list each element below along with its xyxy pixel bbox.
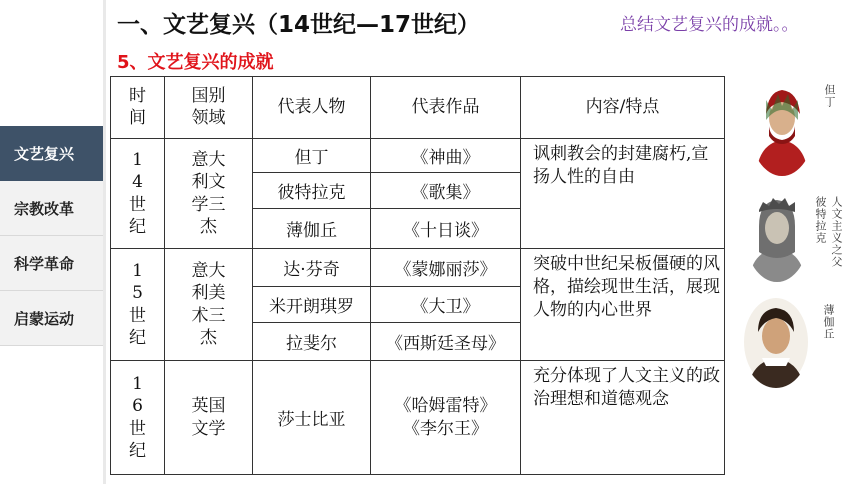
area-cell: 意大利文学三杰: [165, 139, 253, 249]
petrarch-label: 彼特拉克: [814, 196, 827, 244]
work-text: 《哈姆雷特》《李尔王》: [394, 395, 497, 439]
nav-item-renaissance[interactable]: [0, 126, 103, 181]
person-cell: 米开朗琪罗: [253, 287, 371, 323]
humanism-father-label: 人文主义之父: [830, 196, 843, 268]
desc-cell: 讽刺教会的封建腐朽,宣扬人性的自由: [521, 139, 725, 249]
person-cell: 莎士比亚: [253, 361, 371, 475]
nav-item-scientific-revolution[interactable]: [0, 236, 103, 291]
desc-cell: 充分体现了人文主义的政治理想和道德观念: [521, 361, 725, 475]
work-cell: 《十日谈》: [371, 209, 521, 249]
work-cell: 《大卫》: [371, 287, 521, 323]
section-subtitle: 5、文艺复兴的成就: [117, 52, 274, 73]
area-cell: 英国文学: [165, 361, 253, 475]
era-cell: 16世纪: [111, 361, 165, 475]
desc-cell: 突破中世纪呆板僵硬的风格，描绘现世生活，展现人物的内心世界: [521, 249, 725, 361]
person-cell: 彼特拉克: [253, 173, 371, 209]
header-desc: 内容/特点: [521, 77, 725, 139]
work-cell: 《西斯廷圣母》: [371, 323, 521, 361]
page-title: 一、文艺复兴（14世纪—17世纪）: [117, 12, 481, 38]
person-cell: 薄伽丘: [253, 209, 371, 249]
boccaccio-label: 薄伽丘: [822, 304, 835, 340]
table-header-row: [111, 77, 725, 139]
task-hint: 总结文艺复兴的成就。。: [620, 15, 799, 35]
table-row: [111, 139, 725, 173]
era-cell: 15世纪: [111, 249, 165, 361]
nav-item-label: 科学革命: [14, 254, 75, 273]
achievements-table: [110, 76, 725, 475]
table-row: [111, 361, 725, 475]
nav-item-label: 文艺复兴: [14, 144, 75, 163]
nav-item-reformation[interactable]: [0, 181, 103, 236]
table-row: [111, 249, 725, 287]
nav-item-label: 宗教改革: [14, 199, 75, 218]
header-area: 国别领域: [165, 77, 253, 139]
area-cell: 意大利美术三杰: [165, 249, 253, 361]
work-cell: [371, 361, 521, 475]
era-cell: 14世纪: [111, 139, 165, 249]
dante-portrait: [750, 80, 814, 176]
header-work: 代表作品: [371, 77, 521, 139]
person-cell: 拉斐尔: [253, 323, 371, 361]
nav-item-label: 启蒙运动: [14, 309, 75, 328]
boccaccio-portrait: [742, 296, 810, 388]
person-cell: 但丁: [253, 139, 371, 173]
header-time: 时间: [111, 77, 165, 139]
petrarch-portrait: [745, 186, 809, 282]
nav-item-enlightenment[interactable]: [0, 291, 103, 346]
person-cell: 达·芬奇: [253, 249, 371, 287]
header-person: 代表人物: [253, 77, 371, 139]
dante-label: 但丁: [823, 84, 836, 108]
work-cell: 《蒙娜丽莎》: [371, 249, 521, 287]
nav-divider: [103, 0, 106, 484]
left-nav: [0, 126, 103, 346]
work-cell: 《歌集》: [371, 173, 521, 209]
work-cell: 《神曲》: [371, 139, 521, 173]
